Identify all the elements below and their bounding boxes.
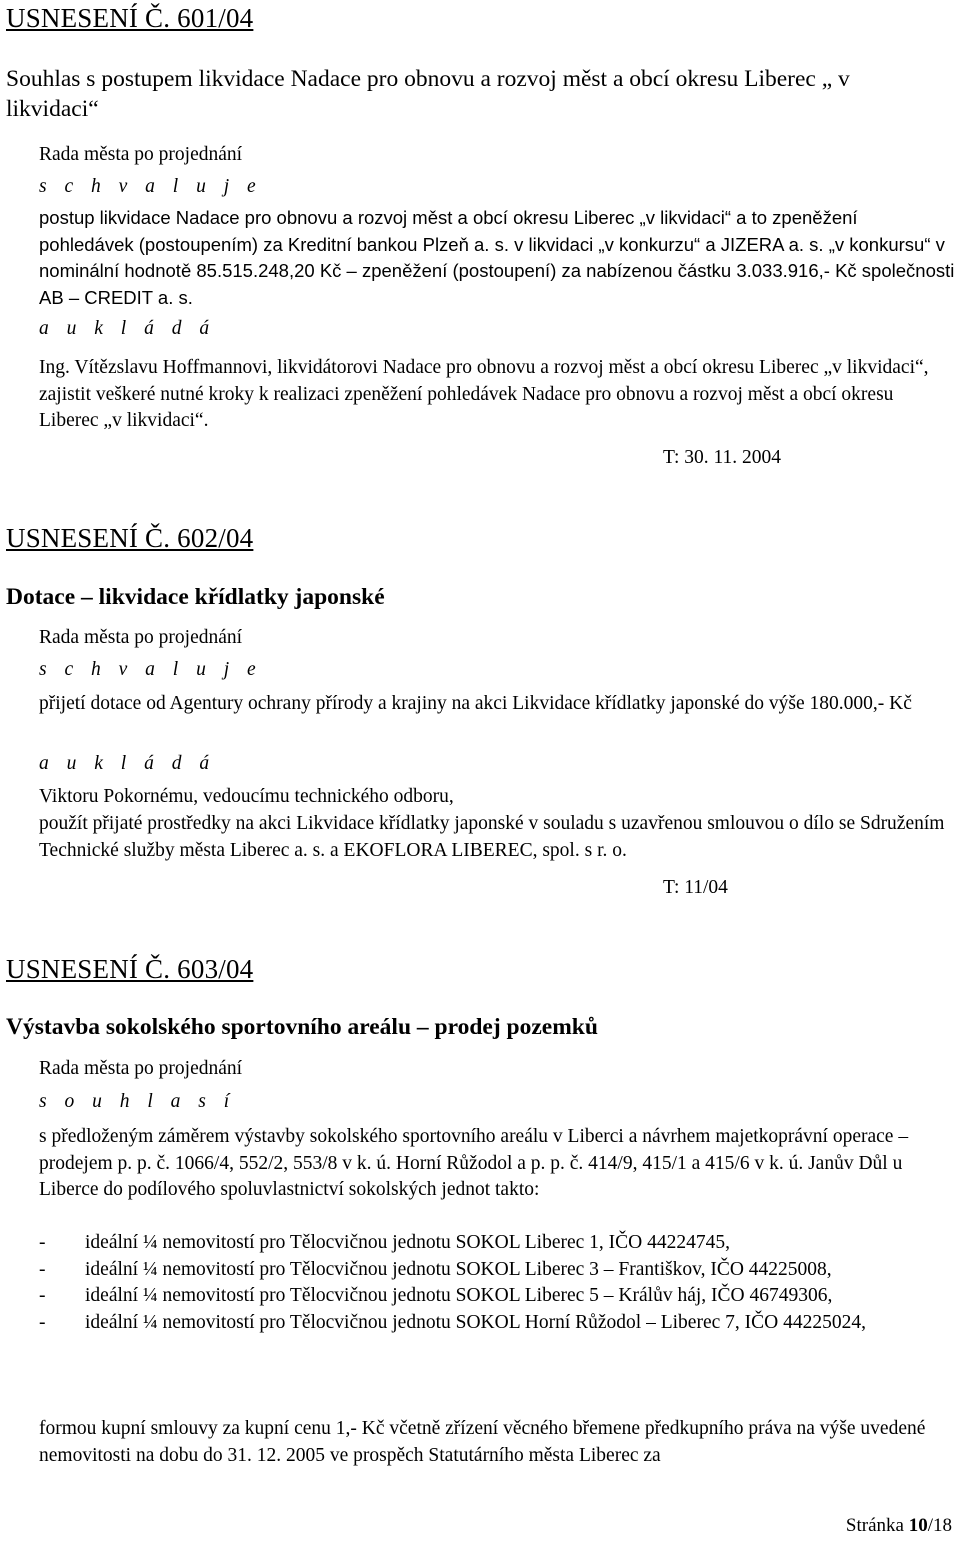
list-item: - ideální ¼ nemovitostí pro Tělocvičnou jednotu SOKOL Liberec 3 – Františkov, IČO 44225008,	[39, 1257, 939, 1284]
resolution-heading-602: USNESENÍ Č. 602/04	[6, 523, 254, 553]
footer-label: Stránka	[845, 1515, 909, 1536]
resolution-heading-601: USNESENÍ Č. 601/04	[6, 3, 254, 33]
page-footer	[846, 1515, 952, 1537]
intro-text-602: Rada města po projednání	[39, 627, 243, 648]
verb-assign-602: a u k l á d á	[39, 753, 216, 774]
approval-body-601: postup likvidace Nadace pro obnovu a rozvoj měst a obcí okresu Liberec „v likvidaci“ a to zpeněžení pohledávek (postoupením) za Kreditní bankou Plzeň a. s. v likvidaci „v konkurzu“ a JIZERA a. s. „v konkursu“ v nominální hodnotě 85.515.248,20 Kč – zpeněžení (postoupení) za nabízenou částku 3.033.916,- Kč společnosti AB – CREDIT a. s.	[39, 207, 955, 308]
intro-text-601: Rada města po projednání	[39, 144, 243, 165]
list-item: - ideální ¼ nemovitostí pro Tělocvičnou jednotu SOKOL Liberec 1, IČO 44224745,	[39, 1230, 939, 1257]
intro-text-603: Rada města po projednání	[39, 1058, 243, 1079]
agreement-body-603: s předloženým záměrem výstavby sokolského sportovního areálu v Liberci a návrhem majetkoprávní operace – prodejem p. p. č. 1066/4, 552/2, 553/8 v k. ú. Horní Růžodol a p. p. č. 414/9, 415/1 a 415/6 v k. ú. Janův Důl u Liberce do podílového spoluvlastnictví sokolských jednot takto:	[39, 1126, 909, 1200]
contract-body-603: formou kupní smlouvy za kupní cenu 1,- Kč včetně zřízení věcného břemene předkupního práva na výše uvedené nemovitosti na dobu do 31. 12. 2005 ve prospěch Statutárního města Liberec za	[39, 1418, 926, 1466]
resolution-title-601: Souhlas s postupem likvidace Nadace pro obnovu a rozvoj měst a obcí okresu Liberec „ v likvidaci“	[6, 66, 850, 122]
page-total: /18	[927, 1515, 952, 1536]
approval-body-602: přijetí dotace od Agentury ochrany přírody a krajiny na akci Likvidace křídlatky japonské do výše 180.000,- Kč	[39, 693, 912, 714]
verb-agree-603: s o u h l a s í	[39, 1091, 236, 1112]
list-item: - ideální ¼ nemovitostí pro Tělocvičnou jednotu SOKOL Horní Růžodol – Liberec 7, IČO 44225024,	[39, 1310, 939, 1337]
list-item: - ideální ¼ nemovitostí pro Tělocvičnou jednotu SOKOL Liberec 5 – Králův háj, IČO 46749306,	[39, 1283, 939, 1310]
resolution-heading-603: USNESENÍ Č. 603/04	[6, 954, 254, 984]
verb-approve-602: s c h v a l u j e	[39, 659, 263, 680]
verb-approve-601: s c h v a l u j e	[39, 176, 263, 197]
assignment-person-602: Viktoru Pokornému, vedoucímu technického odboru,	[39, 786, 454, 807]
assignment-body-601: Ing. Vítězslavu Hoffmannovi, likvidátorovi Nadace pro obnovu a rozvoj měst a obcí okresu Liberec „v likvidaci“, zajistit veškeré nutné kroky k realizaci zpeněžení pohledávek Nadace pro obnovu a rozvoj měst a obcí okresu Liberec „v likvidaci“.	[39, 357, 929, 431]
resolution-title-602: Dotace – likvidace křídlatky japonské	[6, 584, 385, 610]
verb-assign-601: a u k l á d á	[39, 318, 216, 339]
ownership-list	[39, 1230, 939, 1336]
deadline-601: T: 30. 11. 2004	[663, 447, 782, 468]
resolution-title-603: Výstavba sokolského sportovního areálu – prodej pozemků	[6, 1014, 598, 1040]
page-number: 10	[908, 1515, 928, 1536]
assignment-body-602: použít přijaté prostředky na akci Likvidace křídlatky japonské v souladu s uzavřenou smlouvou o dílo se Sdružením Technické služby města Liberec a. s. a EKOFLORA LIBEREC, spol. s r. o.	[39, 813, 945, 861]
deadline-602: T: 11/04	[663, 877, 728, 898]
